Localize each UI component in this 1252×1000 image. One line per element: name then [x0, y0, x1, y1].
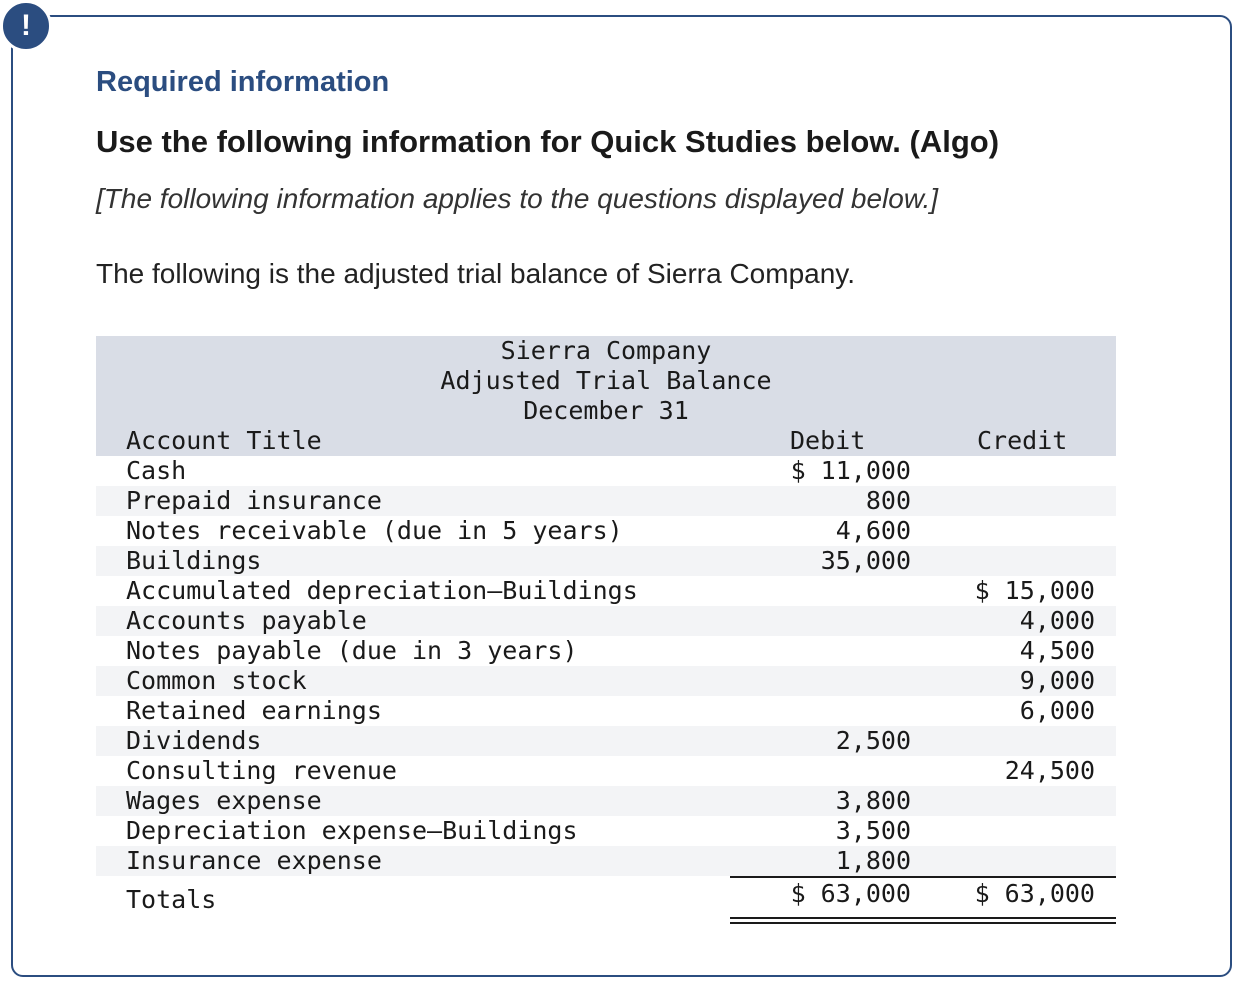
table-row: [96, 486, 1116, 516]
column-header-account: Account Title: [126, 426, 322, 455]
table-row: [96, 786, 1116, 816]
debit-amount: 800: [865, 486, 911, 515]
account-title: Consulting revenue: [126, 756, 397, 785]
double-underline-bottom: [730, 922, 1116, 924]
account-title: Insurance expense: [126, 846, 382, 875]
account-title: Prepaid insurance: [126, 486, 382, 515]
debit-amount: $ 11,000: [790, 456, 911, 485]
column-header-credit: Credit: [977, 426, 1068, 455]
alert-icon: !: [0, 0, 52, 52]
instructions-heading: Use the following information for Quick Studies below. (Algo): [96, 124, 1000, 159]
table-row: [96, 636, 1116, 666]
debit-amount: 2,500: [835, 726, 911, 755]
table-row: [96, 846, 1116, 876]
credit-amount: 4,500: [1019, 636, 1095, 665]
account-title: Accounts payable: [126, 606, 367, 635]
credit-amount: 4,000: [1019, 606, 1095, 635]
debit-amount: 4,600: [835, 516, 911, 545]
intro-text: The following is the adjusted trial balance of Sierra Company.: [96, 258, 855, 289]
table-row: [96, 756, 1116, 786]
table-row: [96, 516, 1116, 546]
account-title: Buildings: [126, 546, 262, 575]
required-information-title: Required information: [96, 66, 390, 98]
statement-date: December 31: [523, 396, 689, 425]
table-row: [96, 666, 1116, 696]
debit-amount: 1,800: [835, 846, 911, 875]
account-title: Retained earnings: [126, 696, 382, 725]
table-header: [96, 336, 1116, 456]
totals-label: Totals: [126, 885, 217, 914]
table-row: [96, 606, 1116, 636]
table-row: [96, 546, 1116, 576]
credit-amount: 9,000: [1019, 666, 1095, 695]
credit-amount: $ 15,000: [974, 576, 1095, 605]
totals-row: [96, 876, 1116, 920]
credit-amount: 6,000: [1019, 696, 1095, 725]
account-title: Notes payable (due in 3 years): [126, 636, 578, 665]
trial-balance-table: [96, 336, 1116, 920]
company-name: Sierra Company: [500, 336, 712, 365]
table-row: [96, 816, 1116, 846]
table-row: [96, 696, 1116, 726]
account-title: Wages expense: [126, 786, 322, 815]
total-debit: $ 63,000: [790, 879, 911, 908]
credit-amount: 24,500: [1004, 756, 1095, 785]
debit-amount: 35,000: [820, 546, 911, 575]
table-row: [96, 726, 1116, 756]
account-title: Cash: [126, 456, 187, 485]
table-row: [96, 576, 1116, 606]
debit-amount: 3,800: [835, 786, 911, 815]
account-title: Dividends: [126, 726, 262, 755]
double-underline-top: [730, 917, 1116, 919]
applies-note: [The following information applies to the questions displayed below.]: [96, 183, 939, 214]
account-title: Depreciation expense—Buildings: [126, 816, 578, 845]
debit-amount: 3,500: [835, 816, 911, 845]
column-header-debit: Debit: [790, 426, 866, 455]
statement-title: Adjusted Trial Balance: [440, 366, 772, 395]
table-row: [96, 456, 1116, 486]
account-title: Notes receivable (due in 5 years): [126, 516, 623, 545]
account-title: Common stock: [126, 666, 307, 695]
total-credit: $ 63,000: [974, 879, 1095, 908]
account-title: Accumulated depreciation—Buildings: [126, 576, 638, 605]
